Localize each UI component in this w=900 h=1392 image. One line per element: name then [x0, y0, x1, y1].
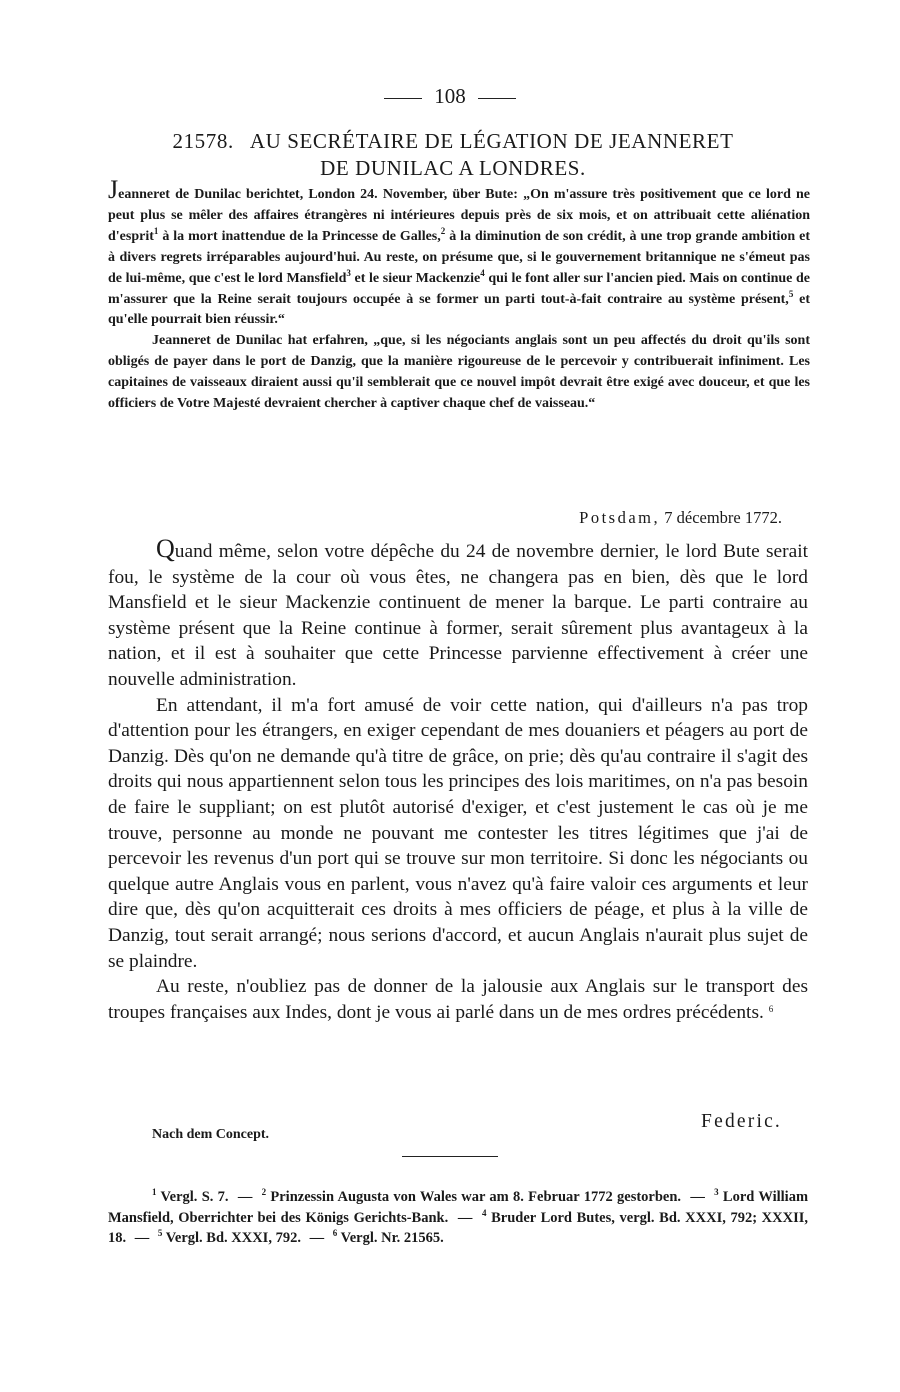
footnote-text: Bruder Lord Butes, vergl. Bd. XXXI, 792; XXXII, 18. — [108, 1209, 808, 1246]
body-text: uand même, selon votre dépêche du 24 de novembre dernier, le lord Bute serait fou, le système de la cour où vous êtes, ne changera pas en bien, dès que le lord Mansfield et le sieur Mackenzie continuent de mener la barque. Le parti contraire au système présent que la Reine continue à former, serait sûrement plus avantageux à la nation, et il est à souhaiter que cette Princesse parvienne effectivement à créer une nouvelle administration. — [108, 541, 808, 690]
body-paragraph-3 — [108, 974, 808, 1025]
footnote-mark: 3 — [714, 1187, 719, 1197]
heading-line-1 — [108, 128, 798, 155]
footnote-mark: 1 — [152, 1187, 157, 1197]
footnote-separator: — — [134, 1230, 150, 1246]
footnote-ref: 6 — [768, 1003, 774, 1014]
footnotes-paragraph — [108, 1187, 808, 1249]
letter-number: 21578. — [172, 129, 234, 153]
footnote-ref: 3 — [346, 267, 351, 278]
letter-body — [108, 536, 808, 1025]
page-number-dash-right — [478, 98, 516, 99]
footnote-ref: 4 — [480, 267, 485, 278]
body-paragraph-2: En attendant, il m'a fort amusé de voir cette nation, qui d'ailleurs n'a pas trop d'attention pour les étrangers, en exiger cependant de mes douaniers et péagers au port de Danzig. Dès qu'on ne demande qu'à titre de grâce, on prie; dès qu'au contraire il s'agit des droits qui nous appartiennent selon tous les principes des lois maritimes, on n'a pas besoin de faire le suppliant; on est plutôt autorisé d'exiger, et c'est justement le cas où je me trouve, personne au monde ne pouvant me contester les titres légitimes que j'ai de percevoir les revenus d'un port qui se trouve sur mon territoire. Si donc les négociants ou quelque autre Anglais vous en parlent, vous n'avez qu'à faire valoir ces arguments et leur dire que, dès qu'on acquitterait ces droits à mes officiers de péage, et plus à la ville de Danzig, tout serait arrangé; nous serions d'accord, et aucun Anglais n'aurait plus sujet de se plaindre. — [108, 694, 808, 972]
footnote-mark: 4 — [481, 1207, 487, 1218]
dateline — [579, 508, 782, 528]
body-paragraph-1 — [108, 536, 808, 693]
footnote-mark: 6 — [332, 1228, 338, 1238]
footnote-text: Prinzessin Augusta von Wales war am 8. Februar 1772 gestorben. — [266, 1189, 682, 1205]
footnote-mark: 5 — [157, 1228, 163, 1238]
source-note: Nach dem Concept. — [152, 1127, 270, 1142]
dateline-date: 7 décembre 1772. — [664, 508, 782, 527]
footnote-text: Lord William Mansfield, Oberrichter bei des Königs Gerichts-Bank. — [108, 1189, 809, 1226]
heading-title-line-2: DE DUNILAC A LONDRES. — [320, 156, 586, 180]
footnote-text: Vergl. Bd. XXXI, 792. — [162, 1230, 301, 1246]
body-initial: Q — [156, 534, 175, 563]
regest-paragraph-1 — [108, 175, 811, 331]
regest-text: eanneret de Dunilac berichtet, London 24. November, über Bute: „On m'assure très positivement que ce lord ne peut plus se mêler des affaires étrangères ni intérieures depuis près de six mois, et on attribuait cette aliénation d'esprit — [108, 187, 810, 244]
footnote-text: Vergl. Nr. 21565. — [337, 1230, 444, 1246]
page-number-dash-left — [384, 98, 422, 99]
footnote-ref: 1 — [153, 225, 159, 236]
regest-text: et qu'elle pourrait bien réussir.“ — [108, 291, 810, 328]
signature: Federic. — [701, 1111, 782, 1132]
page-number-text: 108 — [434, 84, 466, 108]
dateline-place: Potsdam, — [579, 508, 661, 527]
regest-text: qui le font aller sur l'ancien pied. Mais on continue de m'assurer que la Reine serait toujours occupée à se former un parti tout-à-fait contraire au système présent, — [108, 270, 811, 307]
footnote-separator: — — [457, 1209, 473, 1226]
regest-text: à la diminution de son crédit, à une trop grande ambition et à divers regrets irréparables aujourd'hui. Au reste, on présume que, si le gouvernement britannique ne s'émeut pas de lui-même, que c'est le lord Mansfield — [108, 228, 810, 286]
footnote-separator: — — [690, 1189, 705, 1205]
footnotes — [108, 1187, 808, 1249]
page-number — [0, 84, 900, 109]
body-text: Au reste, n'oubliez pas de donner de la jalousie aux Anglais sur le transport des troupes françaises aux Indes, dont je vous ai parlé dans un de mes ordres précédents. — [108, 976, 808, 1023]
footnote-rule — [402, 1156, 498, 1157]
regest-paragraph-2: Jeanneret de Dunilac hat erfahren, „que, si les négociants anglais sont un peu affectés du droit qu'ils sont obligés de payer dans le port de Danzig, que la manière rigoureuse de le percevoir y contribuerait infiniment. Les capitaines de vaisseaux diraient aussi qu'il semblerait que ce nouvel impôt devrait être exigé avec douceur, et que les officiers de Votre Majesté devraient chercher à captiver chaque chef de vaisseau.“ — [108, 333, 810, 412]
footnote-mark: 2 — [261, 1187, 267, 1197]
letter-heading — [108, 128, 798, 182]
regest-text: à la mort inattendue de la Princesse de Galles, — [158, 228, 441, 244]
footnote-ref: 5 — [788, 288, 794, 299]
regest-text: et le sieur Mackenzie — [350, 270, 481, 286]
footnote-separator: — — [237, 1189, 253, 1205]
regest-summary — [108, 175, 811, 415]
footnote-separator: — — [309, 1230, 325, 1246]
footnote-text: Vergl. S. 7. — [156, 1189, 229, 1205]
regest-initial: J — [108, 175, 119, 204]
footnote-ref: 2 — [440, 225, 446, 236]
heading-title-line-1: AU SECRÉTAIRE DE LÉGATION DE JEANNERET — [249, 129, 734, 153]
